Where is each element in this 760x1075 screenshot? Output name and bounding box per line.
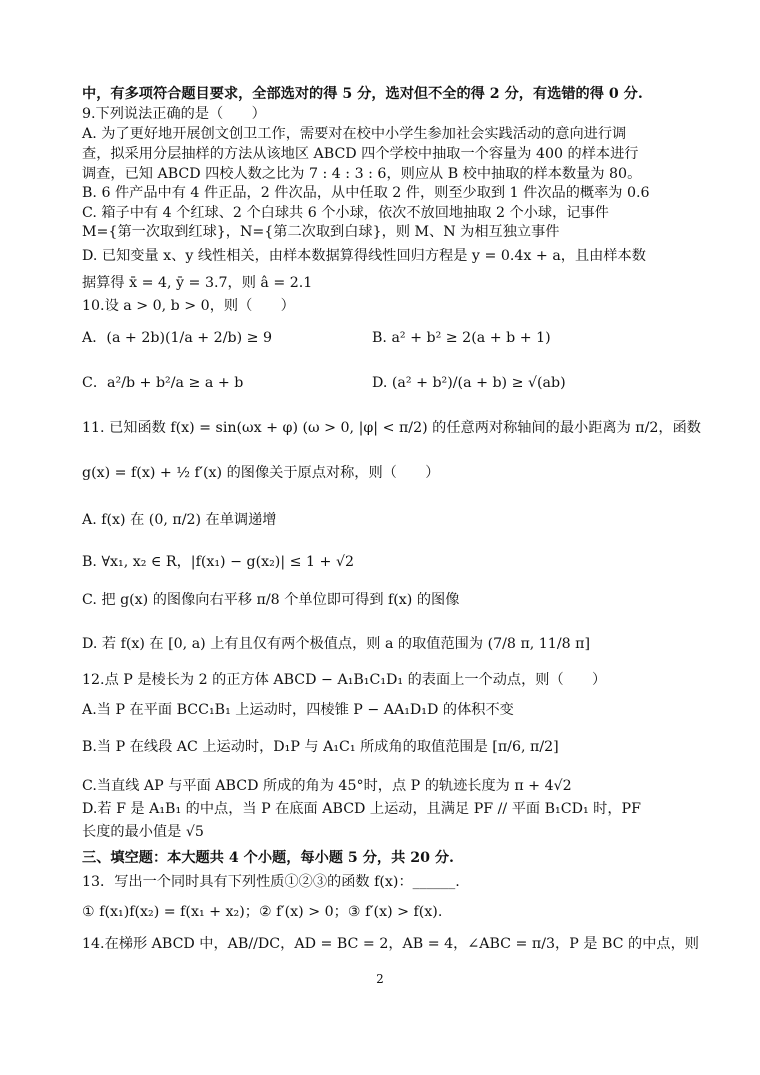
q9-option-c-line2: M={第一次取到红球}，N={第二次取到白球}，则 M、N 为相互独立事件 <box>82 224 560 240</box>
q9-option-a-line2: 查，拟采用分层抽样的方法从该地区 ABCD 四个学校中抽取一个容量为 400 的样本进行 <box>82 146 639 162</box>
q13-properties: ① f(x₁)f(x₂) = f(x₁ + x₂)；② f′(x) > 0；③ f′(x) > f(x). <box>82 904 443 920</box>
page-number: 2 <box>376 972 384 986</box>
q13-stem: 13．写出一个同时具有下列性质①②③的函数 f(x)：______. <box>82 874 460 890</box>
q11-stem-line2: g(x) = f(x) + ½ f′(x) 的图像关于原点对称，则（ ） <box>82 465 440 481</box>
q11-option-c: C. 把 g(x) 的图像向右平移 π/8 个单位即可得到 f(x) 的图像 <box>82 592 460 608</box>
q10-stem: 10.设 a > 0, b > 0，则（ ） <box>82 298 295 314</box>
q12-option-b: B.当 P 在线段 AC 上运动时，D₁P 与 A₁C₁ 所成角的取值范围是 [π/6, π/2] <box>82 739 559 755</box>
q12-option-c: C.当直线 AP 与平面 ABCD 所成的角为 45°时，点 P 的轨迹长度为 π + 4√2 <box>82 778 572 794</box>
q9-option-c-line1: C. 箱子中有 4 个红球、2 个白球共 6 个小球，依次不放回地抽取 2 个小球，记事件 <box>82 205 609 221</box>
q9-option-a-line1: A. 为了更好地开展创文创卫工作，需要对在校中小学生参加社会实践活动的意向进行调 <box>82 126 627 142</box>
q9-option-a-line3: 调查，已知 ABCD 四校人数之比为 7 : 4 : 3 : 6，则应从 B 校中抽取的样本数量为 80。 <box>82 166 642 182</box>
q11-option-a: A. f(x) 在 (0, π/2) 在单调递增 <box>82 512 277 528</box>
section-3-heading: 三、填空题：本大题共 4 个小题，每小题 5 分，共 20 分. <box>82 850 455 866</box>
q11-option-d: D. 若 f(x) 在 [0, a) 上有且仅有两个极值点，则 a 的取值范围为 (7/8 π, 11/8 π] <box>82 636 591 652</box>
q10-option-d: D. (a² + b²)/(a + b) ≥ √(ab) <box>372 375 566 391</box>
q12-stem: 12.点 P 是棱长为 2 的正方体 ABCD − A₁B₁C₁D₁ 的表面上一个动点，则（ ） <box>82 672 607 688</box>
q9-option-b: B. 6 件产品中有 4 件正品，2 件次品，从中任取 2 件，则至少取到 1 件次品的概率为 0.6 <box>82 185 650 201</box>
q12-option-d-line2: 长度的最小值是 √5 <box>82 824 204 840</box>
q10-option-c: C．a²/b + b²/a ≥ a + b <box>82 375 244 391</box>
q9-stem: 9.下列说法正确的是（ ） <box>82 106 266 122</box>
q10-option-b: B. a² + b² ≥ 2(a + b + 1) <box>372 330 551 346</box>
q10-option-a: A．(a + 2b)(1/a + 2/b) ≥ 9 <box>82 330 273 346</box>
q9-option-d-line1: D. 已知变量 x、y 线性相关，由样本数据算得线性回归方程是 y = 0.4x + a，且由样本数 <box>82 248 646 264</box>
section-intro: 中，有多项符合题目要求，全部选对的得 5 分，选对但不全的得 2 分，有选错的得 0 分. <box>82 86 643 102</box>
q11-stem-line1: 11. 已知函数 f(x) = sin(ωx + φ) (ω > 0, |φ| < π/2) 的任意两对称轴间的最小距离为 π/2，函数 <box>82 420 701 436</box>
q12-option-d-line1: D.若 F 是 A₁B₁ 的中点，当 P 在底面 ABCD 上运动，且满足 PF // 平面 B₁CD₁ 时，PF <box>82 801 641 817</box>
q9-option-d-line2: 据算得 x̄ = 4, ȳ = 3.7，则 â = 2.1 <box>82 275 313 291</box>
q14-stem: 14.在梯形 ABCD 中，AB//DC，AD = BC = 2，AB = 4，∠ABC = π/3，P 是 BC 的中点，则 <box>82 936 699 952</box>
q12-option-a: A.当 P 在平面 BCC₁B₁ 上运动时，四棱锥 P − AA₁D₁D 的体积不变 <box>82 702 514 718</box>
q11-option-b: B. ∀x₁, x₂ ∈ R，|f(x₁) − g(x₂)| ≤ 1 + √2 <box>82 554 355 570</box>
